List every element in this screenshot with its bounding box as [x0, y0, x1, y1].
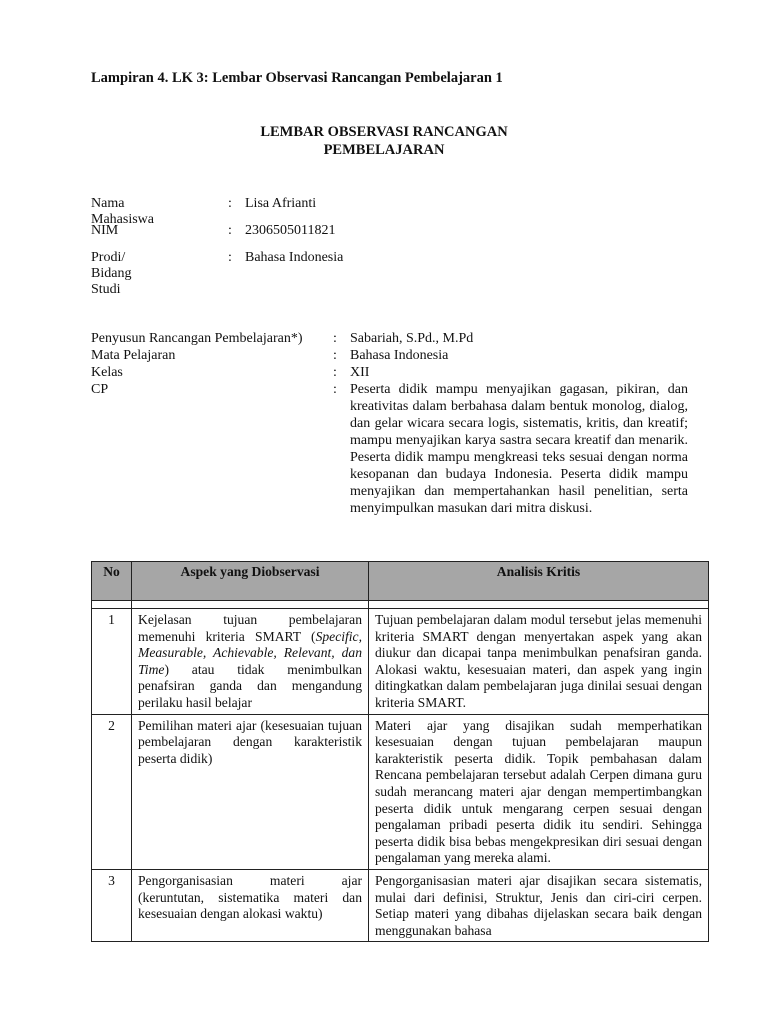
title-line-2: PEMBELAJARAN: [323, 142, 445, 158]
row-aspek: Pemilihan materi ajar (kesesuaian tujuan pembelajaran dengan karakteristik peserta didik): [132, 714, 369, 869]
table-row: [92, 609, 709, 715]
identity-label: Nama Mahasiswa: [91, 196, 154, 227]
row-analisis: Materi ajar yang disajikan sudah memperhatikan kesesuaian dengan tujuan pembelajaran maupun karakteristik peserta didik. Topik pembahasan dalam Rencana pembelajaran tersebut adalah Cerpen dimana guru sudah merancang materi ajar dengan mempertimbangkan peserta didik untuk mengarang cerpen sesuai dengan pengalaman pribadi peserta didik itu sendiri. Sehingga peserta didik bisa bebas mengekpresikan diri sesuai dengan pengalaman yang mereka alami.: [369, 714, 709, 869]
info-colon: :: [333, 331, 337, 346]
identity-colon: :: [228, 250, 232, 265]
row-analisis: Pengorganisasian materi ajar disajikan secara sistematis, mulai dari definisi, Struktur, Jenis dan ciri-ciri cerpen. Setiap materi yang dibahas dijelaskan secara baik dengan menggunakan bahasa: [369, 869, 709, 941]
info-value: Sabariah, S.Pd., M.Pd: [350, 331, 474, 346]
row-number: 2: [92, 714, 132, 869]
info-row-mapel: [91, 347, 691, 364]
identity-value: Lisa Afrianti: [245, 196, 317, 211]
info-value-cp: Peserta didik mampu menyajikan gagasan, pikiran, dan kreativitas dalam berbahasa dalam bentuk monolog, dialog, dan gelar wicara secara logis, sistematis, kritis, dan kreatif; mampu menyajikan karya sastra secara kreatif dan menarik. Peserta didik mampu mengkreasi teks sesuai dengan norma kesopanan dan budaya Indonesia. Peserta didik mampu menyajikan dan mempertahankan hasil penelitian, serta menyimpulkan masukan dari mitra diskusi.: [350, 382, 688, 516]
row-aspek: Pengorganisasian materi ajar (keruntutan, sistematika materi dan kesesuaian dengan alokasi waktu): [132, 869, 369, 941]
header-aspek: Aspek yang Diobservasi: [132, 562, 369, 601]
smart-criteria-italic: Specific, Measurable, Achievable, Relevant, dan Time: [138, 628, 362, 677]
info-colon: :: [333, 382, 337, 397]
identity-value: 2306505011821: [245, 223, 336, 238]
title-line-1: LEMBAR OBSERVASI RANCANGAN: [260, 124, 508, 140]
table-header-row: [92, 562, 709, 601]
header-no: No: [92, 562, 132, 601]
appendix-label: Lampiran 4. LK 3: Lembar Observasi Rancangan Pembelajaran 1: [91, 70, 503, 86]
info-label: Kelas: [91, 365, 123, 380]
identity-colon: :: [228, 223, 232, 238]
observation-table: [91, 561, 709, 942]
info-row-kelas: [91, 364, 691, 381]
row-analisis: Tujuan pembelajaran dalam modul tersebut jelas memenuhi kriteria SMART dengan menyertakan aspek yang akan diukur dan dicapai tanpa menimbulkan penafsiran ganda. Alokasi waktu, kesesuaian materi, dan aspek yang ingin ditingkatkan dalam pembelajaran juga dinilai sesuai dengan kriteria SMART.: [369, 609, 709, 715]
table-row: [92, 714, 709, 869]
info-label: CP: [91, 382, 109, 397]
table-spacer: [92, 601, 709, 609]
identity-label: NIM: [91, 223, 119, 238]
info-colon: :: [333, 365, 337, 380]
identity-label: Prodi/ Bidang Studi: [91, 250, 132, 297]
info-value: XII: [350, 365, 370, 380]
aspek-text: ) atau tidak menimbulkan penafsiran ganda dan mengandung perilaku hasil belajar: [138, 661, 362, 710]
table-row: [92, 869, 709, 941]
row-number: 3: [92, 869, 132, 941]
row-aspek: [132, 609, 369, 715]
info-row-penyusun: [91, 330, 691, 347]
row-number: 1: [92, 609, 132, 715]
info-value: Bahasa Indonesia: [350, 348, 449, 363]
header-analisis: Analisis Kritis: [369, 562, 709, 601]
document-title: [0, 123, 768, 159]
info-label: Mata Pelajaran: [91, 348, 176, 363]
lesson-plan-info: [91, 330, 691, 517]
aspek-text: Kejelasan tujuan pembelajaran memenuhi kriteria SMART (: [138, 612, 362, 644]
info-row-cp: [91, 381, 691, 517]
info-label: Penyusun Rancangan Pembelajaran*): [91, 331, 303, 346]
identity-value: Bahasa Indonesia: [245, 250, 344, 265]
identity-colon: :: [228, 196, 232, 211]
info-colon: :: [333, 348, 337, 363]
